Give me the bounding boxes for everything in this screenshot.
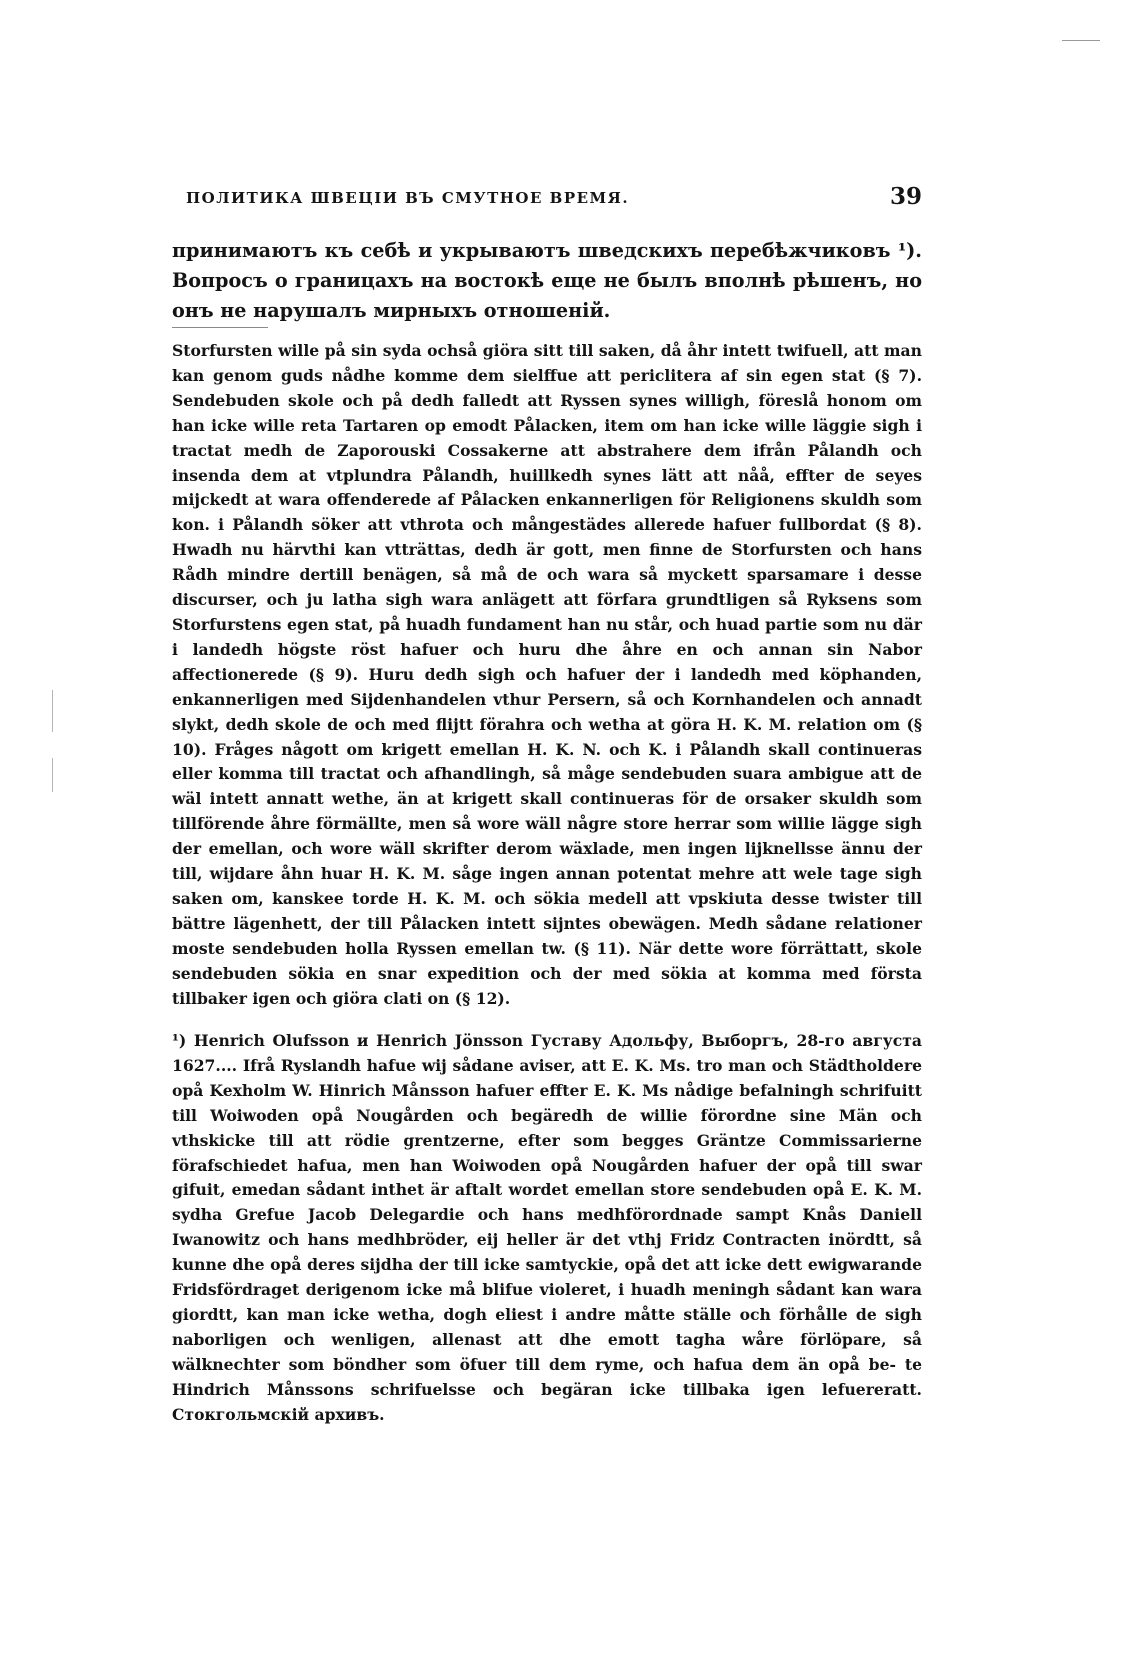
footnote-marker: ¹) — [172, 1031, 187, 1050]
main-paragraph: принимаютъ къ себѣ и укрываютъ шведскихъ перебѣжчиковъ ¹). Вопросъ о границахъ на востокѣ еще не былъ вполнѣ рѣшенъ, но онъ не нарушалъ мирныхъ отношеній. — [172, 239, 922, 322]
page-header — [170, 185, 922, 215]
page-number: 39 — [889, 183, 922, 210]
margin-scan-mark — [52, 758, 53, 792]
corner-rule — [1062, 40, 1100, 41]
quoted-document-text: Storfursten wille på sin syda ochså giöra sitt till saken, då åhr intett twifuell, att man kan genom guds nådhe komme dem sielffue att periclitera af sin egen stat (§ 7). Sendebuden skole och på dedh falledt att Ryssen synes willigh, föreslå honom om han icke wille reta Tartaren op emodt Pålacken, item om han icke wille läggie sigh i tractat medh de Zaporouski Cossakerne att abstrahere dem ifrån Pålandh och insenda dem at vtplundra Pålandh, huillkedh synes lätt att nåå, effter de seyes mijckedt at wara offenderede af Pålacken enkannerligen för Religionens skuldh som kon. i Pålandh söker att vthrota och mångestädes allerede hafuer fullbordat (§ 8). Hwadh nu härvthi kan vtträttas, dedh är gott, men finne de Storfursten och hans Rådh mindre dertill benägen, så må de och wara så myckett sparsamare i desse discurser, och ju latha sigh wara anlägett att förfara grundtligen så Ryksens som Storfurstens egen stat, på huadh fundament han nu står, och huad partie som nu där i landedh högste röst hafuer och huru dhe åhre en och annan sin Nabor affectionerede (§ 9). Huru dedh sigh och hafuer der i landedh med köphanden, enkannerligen med Sijdenhandelen vthur Persern, så och Kornhandelen och annadt slykt, dedh skole de och med flijtt förahra och wetha at göra H. K. M. relation om (§ 10). Fråges någott om krigett emellan H. K. N. och K. i Pålandh skall continueras eller komma till tractat och afhandlingh, så måge sendebuden suara ambigue att de wäl intett annatt wethe, än at krigett skall continueras för de orsaker skuldh som tillförende åhre förmällte, men så wore wäll någre store herrar som willie lägge sigh der emellan, och wore wäll skrifter derom wäxlade, men ingen lijknellsse ännu der till, wijdare åhn huar H. K. M. såge ingen annan potentat mehre att wele tage sigh saken om, kanskee torde H. K. M. och sökia medell att vpskiuta desse twister till bättre lägenhett, der till Pålacken intett sijntes obewägen. Medh sådane relationer moste sendebuden holla Ryssen emellan tw. (§ 11). När dette wore förrättatt, skole sendebuden sökia en snar expedition och der med sökia at komma med första tillbaker igen och giöra clati on (§ 12). — [172, 341, 922, 1008]
margin-scan-mark — [52, 690, 53, 732]
footnote — [172, 1029, 922, 1428]
footnote-text: Henrich Olufsson и Henrich Jönsson Густаву Адольфу, Выборгъ, 28-го августа 1627.... Ifrå Ryslandh hafue wij sådane aviser, att E. K. Ms. tro man och Städtholdere opå Kexholm W. Hinrich Månsson hafuer effter E. K. Ms nådige befalningh schrifuitt till Woiwoden opå Nougården och begäredh de willie förordne sine Män och vthskicke till att rödie grentzerne, efter som begges Gräntze Commissarierne förafschiedet hafua, men han Woiwoden opå Nougården hafuer der opå till swar gifuit, emedan sådant inthet är aftalt wordet emellan store sendebuden opå E. K. M. sydha Grefue Jacob Delegardie och hans medhförordnade sampt Knås Daniell Iwanowitz och hans medhbröder, eij heller är det vthj Fridz Contracten inördtt, så kunne dhe opå deres sijdha der till icke samtyckie, opå det att icke dett ewigwarande Fridsfördraget derigenom icke må blifue violeret, i huadh meningh sådant kan wara giordtt, kan man icke wetha, dogh eliest i andre måtte ställe och förhålle de sigh naborligen och wenligen, allenast att dhe emott tagha wåre förlöpare, så wälknechter som böndher som öfuer till dem ryme, och hafua dem än opå be- te Hindrich Månssons schrifuelsse och begäran icke tillbaka igen lefuereratt. Стокгольмскій архивъ. — [172, 1031, 922, 1424]
section-separator — [172, 327, 268, 328]
running-title: ПОЛИТИКА ШВЕЦІИ ВЪ СМУТНОЕ ВРЕМЯ. — [186, 189, 630, 207]
